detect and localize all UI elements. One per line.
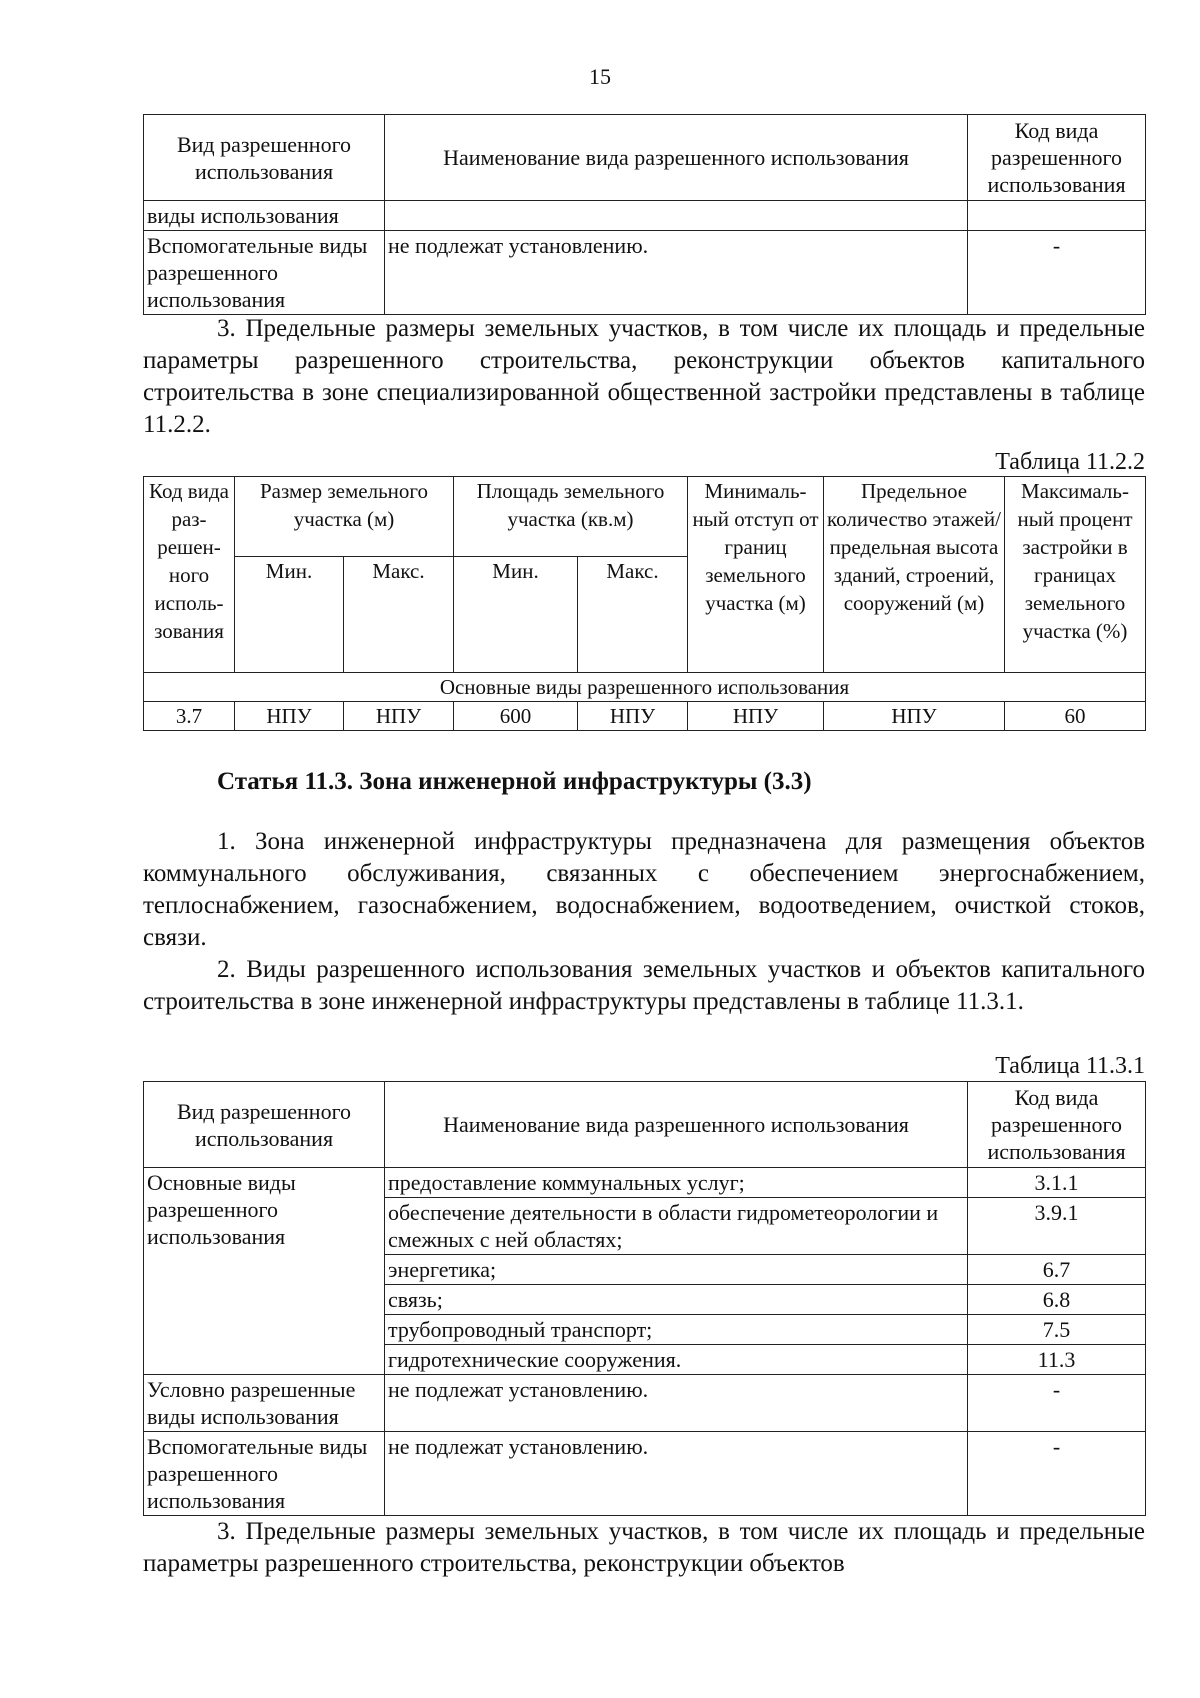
table-row [144, 231, 1146, 315]
table-11-3-1 [143, 1081, 1145, 1516]
t2-cell: НПУ [688, 702, 824, 731]
t1-row2-code: - [968, 231, 1146, 315]
t2-cell: 3.7 [144, 702, 235, 731]
t3-use-name: обеспечение деятельности в области гидрометеорологии и смежных с ней областях; [385, 1198, 968, 1255]
t3-header-type: Вид разрешенного использования [144, 1082, 385, 1168]
table-caption-11-3-1: Таблица 11.3.1 [995, 1053, 1145, 1079]
table-row [144, 702, 1146, 731]
article-heading: Статья 11.3. Зона инженерной инфраструктуры (3.3) [217, 768, 812, 795]
paragraph-zone-purpose: 1. Зона инженерной инфраструктуры предназначена для размещения объектов коммунального обслуживания, связанных с обеспечением энергоснабжением, теплоснабжением, газоснабжением, водоснабжением, водоотведением, очисткой стоков, связи. [143, 828, 1145, 951]
t3-group-main: Основные виды разрешенного использования [144, 1168, 385, 1375]
t2-header-floors: Предельное количество этажей/ предельная высота зданий, строений, сооружений (м) [824, 477, 1005, 673]
t2-header-max-pct: Максималь-ный процент застройки в границах земельного участка (%) [1005, 477, 1146, 673]
table-row [144, 1375, 1146, 1432]
t3-header-code: Код вида разрешенного использования [968, 1082, 1146, 1168]
t3-use-code: 6.8 [968, 1285, 1146, 1315]
t1-row1-code [968, 201, 1146, 231]
table-11-2-2 [143, 476, 1145, 731]
t2-header-area-max: Макс. [578, 557, 688, 673]
t3-use-name: энергетика; [385, 1255, 968, 1285]
t2-header-setback: Минималь-ный отступ от границ земельного участка (м) [688, 477, 824, 673]
t1-header-code: Код вида разрешенного использования [968, 115, 1146, 201]
t1-row1-type: виды использования [144, 201, 385, 231]
t1-row2-type: Вспомогательные виды разрешенного использования [144, 231, 385, 315]
t3-use-code: 7.5 [968, 1315, 1146, 1345]
paragraph-permitted-uses: 2. Виды разрешенного использования земельных участков и объектов капитального строительства в зоне инженерной инфраструктуры представлены в таблице 11.3.1. [143, 956, 1145, 1015]
t2-cell: НПУ [824, 702, 1005, 731]
t3-use-code: 11.3 [968, 1345, 1146, 1375]
t3-conditional-code: - [968, 1375, 1146, 1432]
t2-cell: НПУ [235, 702, 344, 731]
table-row [144, 201, 1146, 231]
t3-use-name: гидротехнические сооружения. [385, 1345, 968, 1375]
page-number: 15 [589, 64, 611, 89]
t3-header-name: Наименование вида разрешенного использования [385, 1082, 968, 1168]
table-row [144, 1432, 1146, 1516]
t3-group-conditional: Условно разрешенные виды использования [144, 1375, 385, 1432]
t2-header-size-min: Мин. [235, 557, 344, 673]
table-continuation [143, 114, 1145, 315]
t2-header-area: Площадь земельного участка (кв.м) [454, 477, 688, 557]
t2-cell: НПУ [344, 702, 454, 731]
paragraph-limits: 3. Предельные размеры земельных участков, в том числе их площадь и предельные параметры разрешенного строительства, реконструкции объектов капитального строительства в зоне специализированной общественной застройки представлены в таблице 11.2.2. [143, 315, 1145, 438]
t1-header-name: Наименование вида разрешенного использования [385, 115, 968, 201]
t2-cell: 60 [1005, 702, 1146, 731]
paragraph-limits-2: 3. Предельные размеры земельных участков, в том числе их площадь и предельные параметры разрешенного строительства, реконструкции объектов [143, 1518, 1145, 1577]
t3-use-name: предоставление коммунальных услуг; [385, 1168, 968, 1198]
t3-conditional-name: не подлежат установлению. [385, 1375, 968, 1432]
t1-row1-name [385, 201, 968, 231]
t3-use-name: трубопроводный транспорт; [385, 1315, 968, 1345]
t3-use-code: 3.9.1 [968, 1198, 1146, 1255]
t3-auxiliary-code: - [968, 1432, 1146, 1516]
t2-header-code: Код вида раз-решен-ного исполь-зования [144, 477, 235, 673]
t3-use-code: 6.7 [968, 1255, 1146, 1285]
t2-cell: 600 [454, 702, 578, 731]
t2-header-size-max: Макс. [344, 557, 454, 673]
t1-row2-name: не подлежат установлению. [385, 231, 968, 315]
t3-use-code: 3.1.1 [968, 1168, 1146, 1198]
table-caption-11-2-2: Таблица 11.2.2 [995, 449, 1145, 475]
table-row [144, 1168, 1146, 1198]
t2-header-size: Размер земельного участка (м) [235, 477, 454, 557]
t2-section-main: Основные виды разрешенного использования [144, 673, 1146, 702]
t3-group-auxiliary: Вспомогательные виды разрешенного использования [144, 1432, 385, 1516]
t3-use-name: связь; [385, 1285, 968, 1315]
t2-header-area-min: Мин. [454, 557, 578, 673]
t3-auxiliary-name: не подлежат установлению. [385, 1432, 968, 1516]
t2-cell: НПУ [578, 702, 688, 731]
t1-header-type: Вид разрешенного использования [144, 115, 385, 201]
